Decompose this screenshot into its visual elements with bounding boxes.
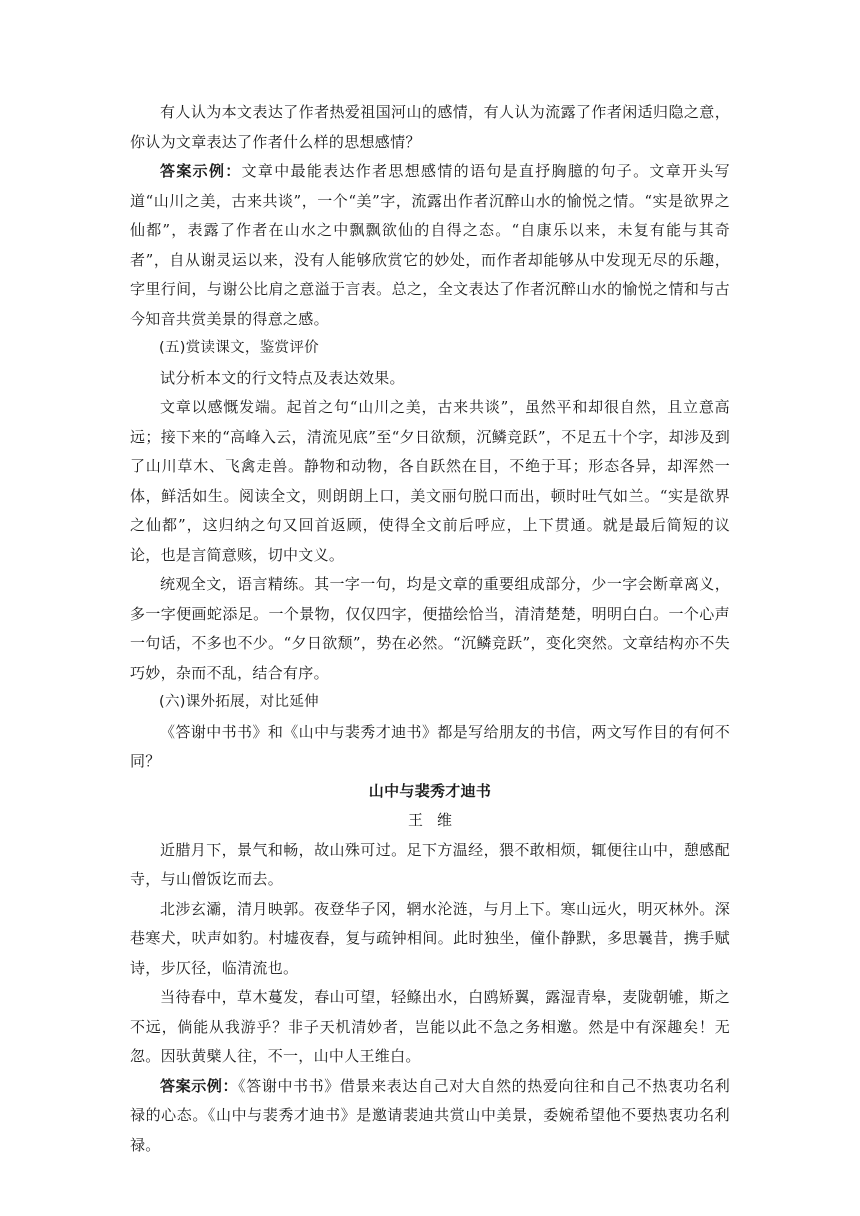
section-5-paragraph-2: 统观全文，语言精练。其一字一句，均是文章的重要组成部分，少一字会断章离义，多一字便画蛇添足。一个景物，仅仅四字，便描绘恰当，清清楚楚，明明白白。一个心声一句话，不多也不少。“夕日欲颓”，势在必然。“沉鳞竞跃”，变化突然。文章结构亦不失巧妙，杂而不乱，结合有序。 (130, 575, 730, 682)
text-title: 山中与裴秀才迪书 (368, 781, 492, 800)
answer-text: 文章中最能表达作者思想感情的语句是直抒胸臆的句子。文章开头写道“山川之美，古来共谈”，一个“美”字，流露出作者沉醉山水的愉悦之情。“实是欲界之仙都”，表露了作者在山水之中飘飘欲仙的自得之态。“自康乐以来，未复有能与其奇者”，自从谢灵运以来，没有人能够欣赏它的妙处，而作者却能够从中发现无尽的乐趣，字里行间，与谢公比肩之意溢于言表。总之，全文表达了作者沉醉山水的愉悦之情和与古今知音共赏美景的得意之感。 (130, 162, 730, 328)
letter-paragraph-3: 当待春中，草木蔓发，春山可望，轻鲦出水，白鸥矫翼，露湿青皋，麦陇朝雊，斯之不远，倘能从我游乎？非子天机清妙者，岂能以此不急之务相邀。然是中有深趣矣！无忽。因驮黄檗人往，不一，山中人王维白。 (130, 988, 730, 1065)
answer-2 (130, 1072, 730, 1161)
section-5-paragraph-1: 文章以感慨发端。起首之句“山川之美，古来共谈”，虽然平和却很自然，且立意高远；接下来的“高峰入云，清流见底”至“夕日欲颓，沉鳞竞跃”，不足五十个字，却涉及到了山川草木、飞禽走兽。静物和动物，各自跃然在目，不绝于耳；形态各异，却浑然一体，鲜活如生。阅读全文，则朗朗上口，美文丽句脱口而出，顿时吐气如兰。“实是欲界之仙都”，这归纳之句又回首返顾，使得全文前后呼应，上下贯通。就是最后简短的议论，也是言简意赅，切中文义。 (130, 398, 730, 564)
section-6-question: 《答谢中书书》和《山中与裴秀才迪书》都是写给朋友的书信，两文写作目的有何不同？ (130, 722, 730, 770)
section-heading-6: (六)课外拓展，对比延伸 (159, 694, 319, 710)
section-5-question: 试分析本文的行文特点及表达效果。 (160, 368, 405, 387)
letter-paragraph-2: 北涉玄灞，清月映郭。夜登华子冈，辋水沦涟，与月上下。寒山远火，明灭林外。深巷寒犬，吠声如豹。村墟夜舂，复与疏钟相间。此时独坐，僮仆静默，多思曩昔，携手赋诗，步仄径，临清流也。 (130, 899, 730, 977)
question-1: 有人认为本文表达了作者热爱祖国河山的感情，有人认为流露了作者闲适归隐之意，你认为文章表达了作者什么样的思想感情？ (130, 103, 730, 151)
answer-label: 答案示例： (160, 1076, 239, 1095)
answer-label: 答案示例： (160, 162, 242, 180)
section-heading-5: (五)赏读课文，鉴赏评价 (159, 340, 319, 356)
answer-1 (130, 157, 730, 334)
letter-paragraph-1: 近腊月下，景气和畅，故山殊可过。足下方温经，猥不敢相烦，辄便往山中，憩感配寺，与山僧饭讫而去。 (130, 840, 730, 888)
text-author: 王维 (407, 811, 466, 829)
document-page (130, 98, 730, 1160)
answer-text: 《答谢中书书》借景来表达自己对大自然的热爱向往和自己不热衷功名利禄的心态。《山中与裴秀才迪书》是邀请裴迪共赏山中美景，委婉希望他不要热衷功名利禄。 (130, 1076, 730, 1154)
